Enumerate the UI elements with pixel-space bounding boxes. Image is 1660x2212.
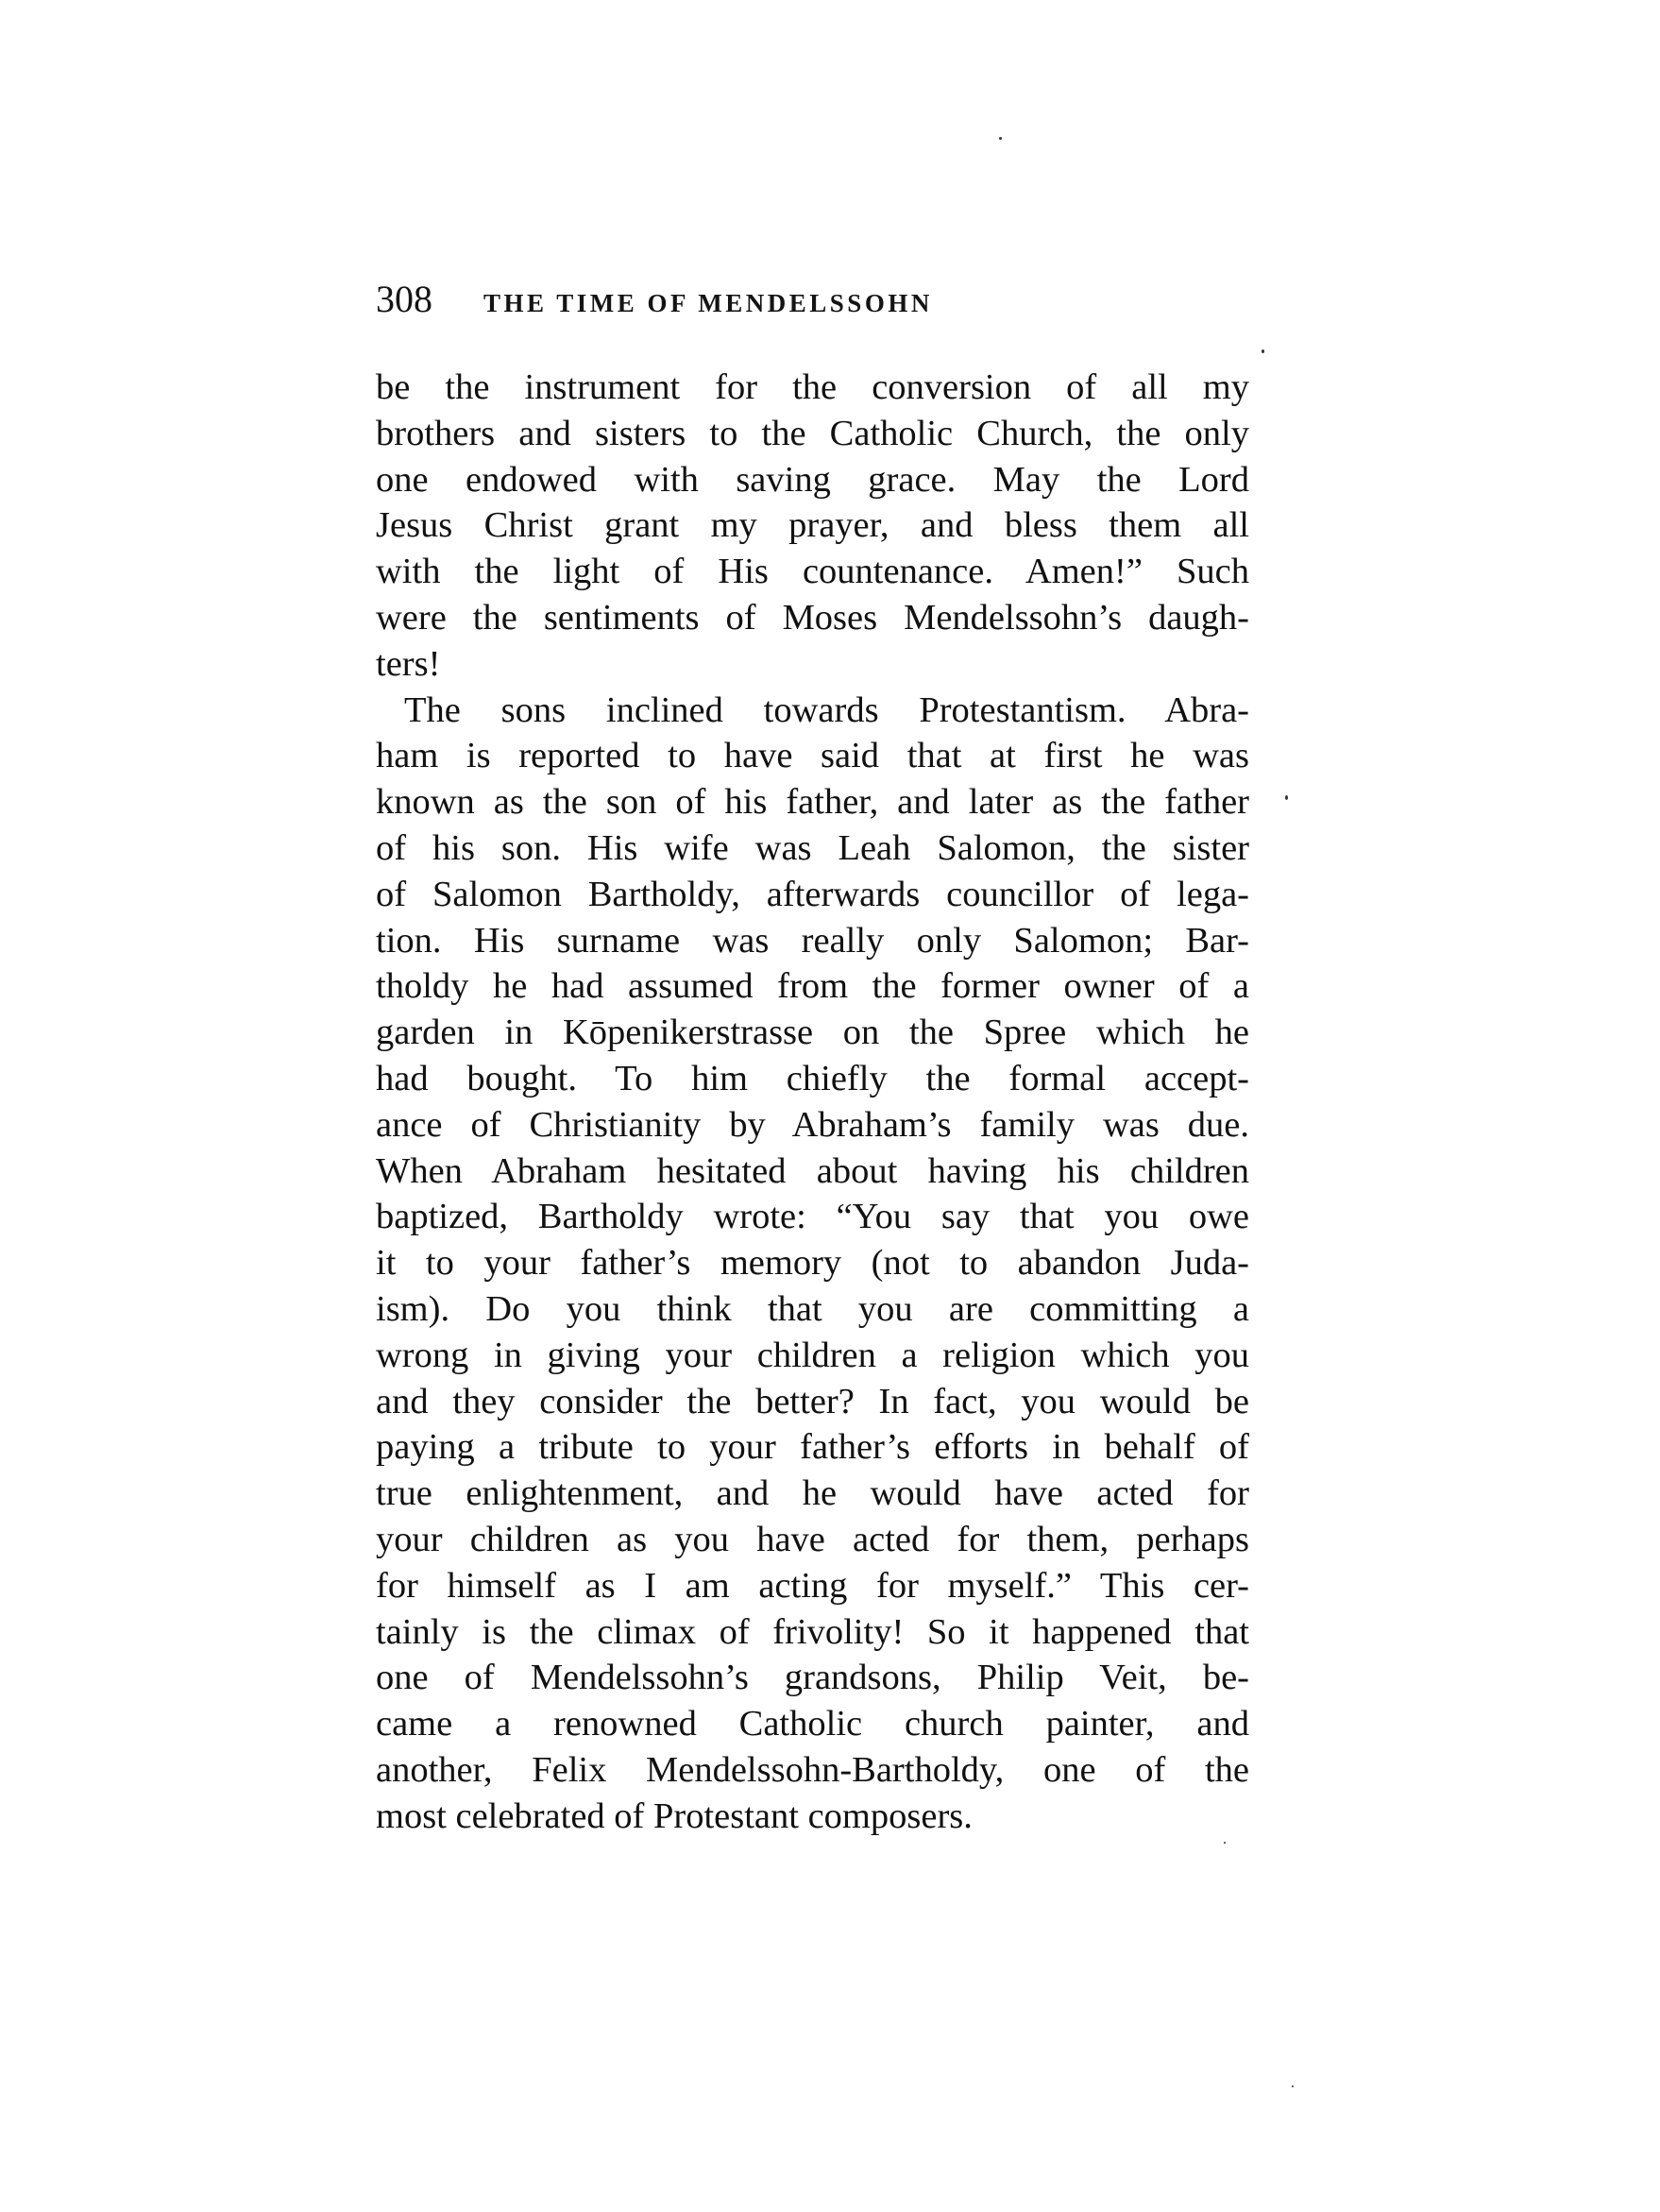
text-line: garden in Kōpenikerstrasse on the Spree which he [376, 1012, 1249, 1053]
text-line: brothers and sisters to the Catholic Church, the only [376, 413, 1249, 453]
text-line: had bought. To him chiefly the formal accept- [376, 1058, 1249, 1098]
text-line: known as the son of his father, and later as the father [376, 782, 1249, 823]
paragraph-2 [376, 688, 1249, 1840]
text-line: one endowed with saving grace. May the Lord [376, 459, 1249, 500]
scan-speck [1285, 795, 1288, 800]
body-text [376, 365, 1249, 1840]
text-line: tion. His surname was really only Salomon; Bar- [376, 920, 1249, 961]
running-head [376, 276, 1245, 323]
scan-speck [999, 137, 1002, 140]
text-line: were the sentiments of Moses Mendelssohn’s daugh- [376, 597, 1249, 638]
scan-speck [1292, 2085, 1294, 2087]
scan-speck [1262, 349, 1264, 353]
text-line: and they consider the better? In fact, you would be [376, 1381, 1249, 1421]
text-line: be the instrument for the conversion of all my [376, 367, 1249, 407]
running-title: THE TIME OF MENDELSSOHN [483, 289, 933, 317]
text-line: another, Felix Mendelssohn-Bartholdy, one of the [376, 1749, 1249, 1790]
text-line: true enlightenment, and he would have acted for [376, 1473, 1249, 1514]
text-line: ham is reported to have said that at first he was [376, 736, 1249, 776]
text-line: it to your father’s memory (not to abandon Juda- [376, 1243, 1249, 1284]
scan-speck [1224, 1842, 1226, 1844]
text-line: paying a tribute to your father’s efforts in behalf of [376, 1427, 1249, 1468]
text-line: The sons inclined towards Protestantism. Abra- [404, 689, 1249, 730]
text-line: of his son. His wife was Leah Salomon, the sister [376, 827, 1249, 868]
text-line: for himself as I am acting for myself.” This cer- [376, 1565, 1249, 1606]
text-line: ters! [376, 643, 441, 684]
text-line: When Abraham hesitated about having his children [376, 1150, 1249, 1191]
text-line: your children as you have acted for them, perhaps [376, 1519, 1249, 1559]
text-line: most celebrated of Protestant composers. [376, 1795, 973, 1836]
page-number: 308 [376, 278, 432, 320]
text-line: wrong in giving your children a religion which you [376, 1335, 1249, 1375]
text-line: one of Mendelssohn’s grandsons, Philip Veit, be- [376, 1658, 1249, 1698]
text-line: with the light of His countenance. Amen!” Such [376, 552, 1249, 592]
text-line: ance of Christianity by Abraham’s family was due. [376, 1104, 1249, 1145]
text-line: of Salomon Bartholdy, afterwards councillor of lega- [376, 874, 1249, 914]
text-line: tainly is the climax of frivolity! So it happened that [376, 1611, 1249, 1652]
text-line: came a renowned Catholic church painter, and [376, 1704, 1249, 1744]
text-line: tholdy he had assumed from the former owner of a [376, 966, 1249, 1007]
text-line: Jesus Christ grant my prayer, and bless them all [376, 505, 1249, 546]
text-line: baptized, Bartholdy wrote: “You say that you owe [376, 1197, 1249, 1237]
text-line: ism). Do you think that you are committing a [376, 1288, 1249, 1329]
paragraph-1 [376, 365, 1249, 688]
